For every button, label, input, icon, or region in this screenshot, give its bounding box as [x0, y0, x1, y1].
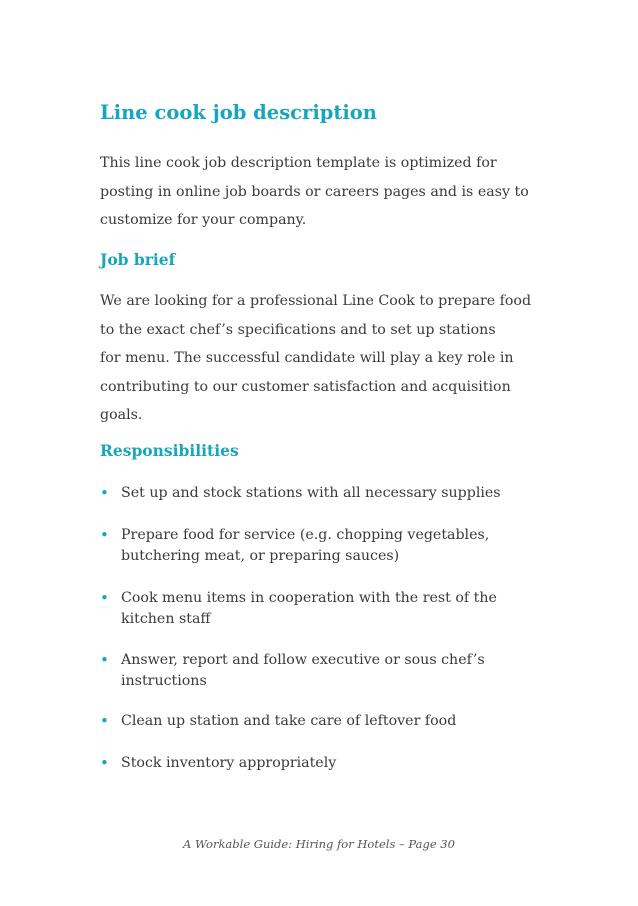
job-brief-heading: Job brief [100, 250, 176, 269]
list-item-line: Stock inventory appropriately [121, 755, 337, 771]
job-brief-paragraph [100, 287, 531, 430]
list-item-text [121, 588, 497, 630]
list-item-line: instructions [121, 673, 207, 689]
intro-line: customize for your company. [100, 212, 307, 228]
list-item-text [121, 650, 485, 692]
page-footer: A Workable Guide: Hiring for Hotels – Page 30 [183, 837, 455, 851]
job-brief-line: We are looking for a professional Line Cook to prepare food [100, 293, 532, 309]
list-item-text [121, 483, 501, 504]
list-item-line: Answer, report and follow executive or sous chef’s [121, 652, 485, 668]
job-brief-line: to the exact chef’s specifications and to set up stations [100, 321, 496, 338]
list-item-line: Cook menu items in cooperation with the rest of the [121, 590, 497, 606]
intro-line: This line cook job description template is optimized for [100, 155, 497, 171]
intro-paragraph [100, 149, 529, 235]
bullet-icon: • [100, 651, 109, 669]
bullet-icon: • [100, 712, 109, 730]
bullet-icon: • [100, 526, 109, 544]
list-item-line: Clean up station and take care of leftover food [121, 713, 457, 729]
bullet-icon: • [100, 589, 109, 607]
list-item-text [121, 753, 336, 774]
list-item-text [121, 711, 456, 732]
job-brief-line: contributing to our customer satisfaction and acquisition [100, 378, 511, 395]
list-item-text [121, 525, 489, 567]
list-item-line: Set up and stock stations with all necessary supplies [121, 485, 501, 501]
list-item-line: kitchen staff [121, 611, 211, 627]
bullet-icon: • [100, 754, 109, 772]
responsibilities-heading: Responsibilities [100, 441, 239, 460]
job-brief-line: for menu. The successful candidate will play a key role in [100, 350, 514, 366]
intro-line: posting in online job boards or careers pages and is easy to [100, 183, 529, 200]
document-title: Line cook job description [100, 101, 377, 124]
job-brief-line: goals. [100, 407, 143, 423]
list-item-line: Prepare food for service (e.g. chopping vegetables, [121, 527, 490, 543]
list-item-line: butchering meat, or preparing sauces) [121, 548, 400, 564]
bullet-icon: • [100, 484, 109, 502]
